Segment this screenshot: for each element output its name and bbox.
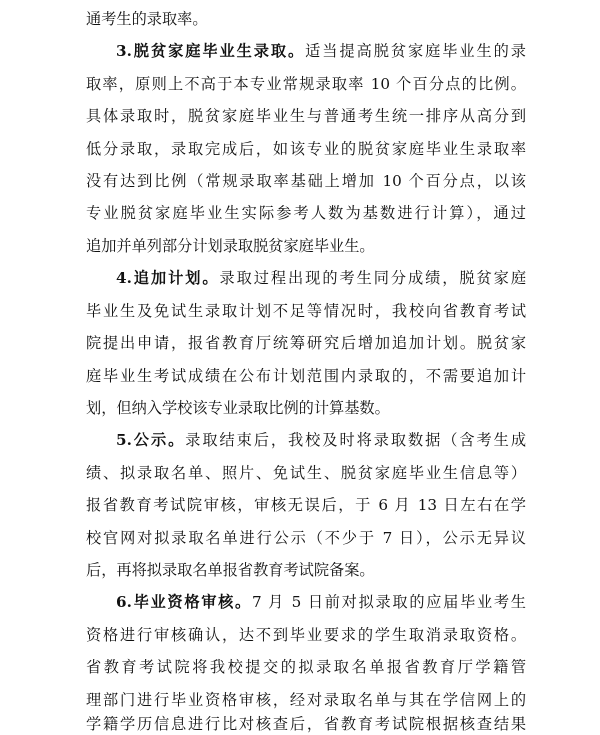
paragraph-line: 绩、拟录取名单、照片、免试生、脱贫家庭毕业生信息等）	[86, 464, 526, 482]
paragraph-line: 资格进行审核确认，达不到毕业要求的学生取消录取资格。	[86, 626, 526, 644]
section-heading: 6.毕业资格审核。	[116, 593, 252, 611]
paragraph-line: 5.公示。录取结束后，我校及时将录取数据（含考生成	[116, 431, 527, 449]
paragraph-line: 院提出申请，报省教育厅统筹研究后增加追加计划。脱贫家	[86, 334, 526, 352]
paragraph-line: 专业脱贫家庭毕业生实际参考人数为基数进行计算），通过	[86, 204, 526, 222]
paragraph-line: 报省教育考试院审核，审核无误后，于 6 月 13 日左右在学	[86, 496, 526, 514]
paragraph-line: 毕业生及免试生录取计划不足等情况时，我校向省教育考试	[86, 302, 526, 320]
paragraph-line: 4.追加计划。录取过程出现的考生同分成绩，脱贫家庭	[116, 269, 527, 287]
paragraph-line: 没有达到比例（常规录取率基础上增加 10 个百分点，以该	[86, 172, 526, 190]
paragraph-line: 理部门进行毕业资格审核，经对录取名单与其在学信网上的	[86, 691, 526, 709]
paragraph-line: 省教育考试院将我校提交的拟录取名单报省教育厅学籍管	[86, 658, 526, 676]
paragraph-line: 具体录取时，脱贫家庭毕业生与普通考生统一排序从高分到	[86, 107, 526, 125]
paragraph-line: 庭毕业生考试成绩在公布计划范围内录取的，不需要追加计	[86, 367, 526, 385]
paragraph-line: 追加并单列部分计划录取脱贫家庭毕业生。	[86, 237, 375, 255]
paragraph-line: 6.毕业资格审核。7 月 5 日前对拟录取的应届毕业考生	[116, 593, 526, 611]
section-heading: 3.脱贫家庭毕业生录取。	[116, 42, 306, 60]
section-heading: 4.追加计划。	[116, 269, 220, 287]
paragraph-line: 校官网对拟录取名单进行公示（不少于 7 日），公示无异议	[86, 529, 526, 547]
paragraph-line: 低分录取，录取完成后，如该专业的脱贫家庭毕业生录取率	[86, 140, 526, 158]
paragraph-line: 通考生的录取率。	[86, 10, 208, 28]
section-heading: 5.公示。	[116, 431, 186, 449]
paragraph-line: 取率，原则上不高于本专业常规录取率 10 个百分点的比例。	[86, 75, 526, 93]
paragraph-line: 学籍学历信息进行比对核查后，省教育考试院根据核查结果	[86, 715, 526, 733]
paragraph-line: 划，但纳入学校该专业录取比例的计算基数。	[86, 399, 390, 417]
paragraph-line: 后，再将拟录取名单报省教育考试院备案。	[86, 561, 375, 579]
paragraph-line: 3.脱贫家庭毕业生录取。适当提高脱贫家庭毕业生的录	[116, 42, 526, 60]
